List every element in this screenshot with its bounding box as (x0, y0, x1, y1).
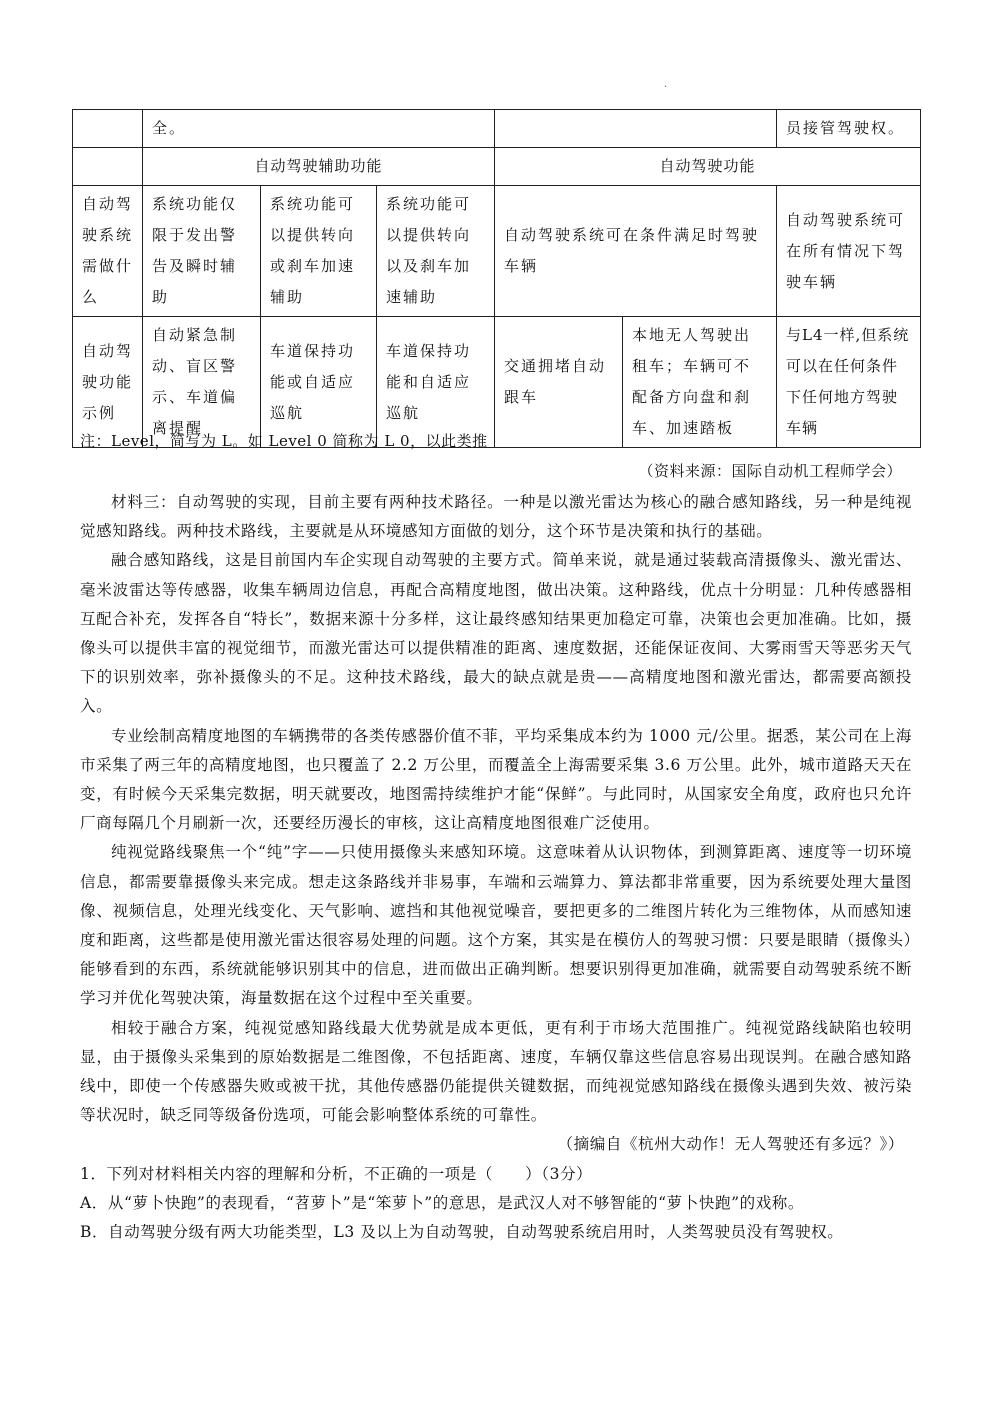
table-cell (73, 148, 143, 186)
table-cell: 全。 (143, 110, 495, 148)
auto-function-header: 自动驾驶功能 (495, 148, 921, 186)
table-row (73, 110, 921, 148)
autonomy-levels-table (72, 109, 921, 448)
table-cell: 员接管驾驶权。 (777, 110, 921, 148)
citation: （摘编自《杭州大动作！无人驾驶还有多远？》） (557, 1135, 904, 1154)
table-cell: 交通拥堵自动跟车 (495, 317, 623, 448)
table-cell: 本地无人驾驶出租车；车辆可不配备方向盘和刹车、加速踏板 (623, 317, 777, 448)
table-row (73, 186, 921, 317)
paragraph: 相较于融合方案，纯视觉感知路线最大优势就是成本更低，更有利于市场大范围推广。纯视觉路线缺陷也较明显，由于摄像头采集到的原始数据是二维图像，不包括距离、速度，车辆仅靠这些信息容易出现误判。在融合感知路线中，即使一个传感器失败或被干扰，其他传感器仍能提供关键数据，而纯视觉感知路线在摄像头遇到失效、被污染等状况时，缺乏同等级备份选项，可能会影响整体系统的可靠性。 (80, 1018, 912, 1125)
table-cell: 自动紧急制动、盲区警示、车道偏离提醒 (143, 317, 261, 448)
table-cell: 车道保持功能或自适应巡航 (261, 317, 377, 448)
row-label-examples: 自动驾驶功能示例 (73, 317, 143, 448)
table-cell: 与L4一样,但系统可以在任何条件下任何地方驾驶车辆 (777, 317, 921, 448)
table-row (73, 148, 921, 186)
option-a: A．从“萝卜快跑”的表现看，“苕萝卜”是“笨萝卜”的意思，是武汉人对不够智能的“萝卜快跑”的戏称。 (80, 1193, 804, 1212)
article-body (80, 488, 912, 1247)
assist-function-header: 自动驾驶辅助功能 (143, 148, 495, 186)
paragraph: 专业绘制高精度地图的车辆携带的各类传感器价值不菲，平均采集成本约为 1000 元/公里。据悉，某公司在上海市采集了两三年的高精度地图，也只覆盖了 2.2 万公里，而覆盖全上海需要采集 3.6 万公里。此外，城市道路天天在变，有时候今天采集完数据，明天就要改，地图需持续维护才能“保鲜”。与此同时，从国家安全角度，政府也只允许厂商每隔几个月刷新一次，还要经历漫长的审核，这让高精度地图很难广泛使用。 (80, 726, 912, 833)
table-cell: 自动驾驶系统可在所有情况下驾驶车辆 (777, 186, 921, 317)
paragraph: 材料三：自动驾驶的实现，目前主要有两种技术路径。一种是以激光雷达为核心的融合感知路线，另一种是纯视觉感知路线。两种技术路线，主要就是从环境感知方面做的划分，这个环节是决策和执行的基础。 (80, 493, 912, 541)
option-b: B．自动驾驶分级有两大功能类型，L3 及以上为自动驾驶，自动驾驶系统启用时，人类驾驶员没有驾驶权。 (80, 1223, 844, 1242)
paragraph: 纯视觉路线聚焦一个“纯”字——只使用摄像头来感知环境。这意味着从认识物体，到测算距离、速度等一切环境信息，都需要靠摄像头来完成。想走这条路线并非易事，车端和云端算力、算法都非常重要，因为系统要处理大量图像、视频信息，处理光线变化、天气影响、遮挡和其他视觉噪音，要把更多的二维图片转化为三维物体，从而感知速度和距离，这些都是使用激光雷达很容易处理的问题。这个方案，其实是在模仿人的驾驶习惯：只要是眼睛（摄像头）能够看到的东西，系统就能够识别其中的信息，进而做出正确判断。想要识别得更加准确，就需要自动驾驶系统不断学习并优化驾驶决策，海量数据在这个过程中至关重要。 (80, 843, 912, 1008)
table-cell: 系统功能可以提供转向以及刹车加速辅助 (377, 186, 495, 317)
table-cell: 系统功能可以提供转向或刹车加速辅助 (261, 186, 377, 317)
table-row (73, 317, 921, 448)
paragraph: 融合感知路线，这是目前国内车企实现自动驾驶的主要方式。简单来说，就是通过装载高清摄像头、激光雷达、毫米波雷达等传感器，收集车辆周边信息，再配合高精度地图，做出决策。这种路线，优点十分明显：几种传感器相互配合补充，发挥各自“特长”，数据来源十分多样，这让最终感知结果更加稳定可靠，决策也会更加准确。比如，摄像头可以提供丰富的视觉细节，而激光雷达可以提供精准的距离、速度数据，还能保证夜间、大雾雨雪天等恶劣天气下的识别效率，弥补摄像头的不足。这种技术路线，最大的缺点就是贵——高精度地图和激光雷达，都需要高额投入。 (80, 551, 912, 716)
header-dot: · (664, 82, 668, 93)
table-note: 注：Level，简写为 L。如 Level 0 简称为 L 0，以此类推 (80, 432, 488, 450)
table-cell: 自动驾驶系统可在条件满足时驾驶车辆 (495, 186, 777, 317)
table-source: （资料来源：国际自动机工程师学会） (638, 462, 902, 480)
row-label-requirements: 自动驾驶系统需做什么 (73, 186, 143, 317)
table-cell (495, 110, 777, 148)
table-cell: 车道保持功能和自适应巡航 (377, 317, 495, 448)
table-cell: 系统功能仅限于发出警告及瞬时辅助 (143, 186, 261, 317)
table-cell (73, 110, 143, 148)
question-stem: 1．下列对材料相关内容的理解和分析，不正确的一项是（ ）（3分） (80, 1164, 593, 1183)
